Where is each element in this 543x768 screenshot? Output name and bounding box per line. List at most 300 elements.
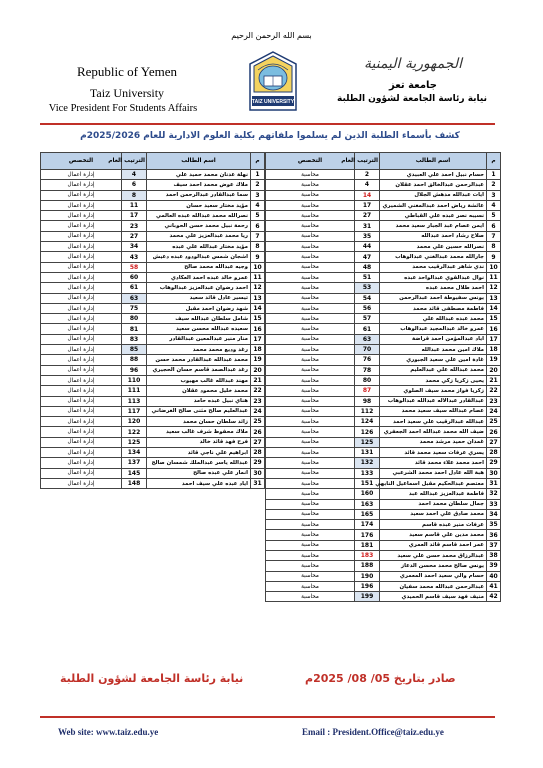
row-number: 25 [251, 417, 265, 427]
row-number: 39 [487, 561, 501, 571]
table-row [41, 396, 265, 406]
student-name: محمد صادق علي احمد سعيد [380, 509, 487, 519]
row-number: 15 [251, 314, 265, 324]
table-row [266, 262, 501, 272]
specialization: محاسبة [266, 561, 355, 571]
specialization: محاسبة [266, 252, 355, 262]
general-rank: 117 [122, 406, 147, 416]
specialization: إدارة اعمال [41, 283, 122, 293]
general-rank: 80 [355, 375, 380, 385]
general-rank: 137 [122, 458, 147, 468]
specialization: إدارة اعمال [41, 242, 122, 252]
table-row [41, 170, 265, 180]
row-number: 3 [487, 190, 501, 200]
student-name: عبدالرزاق محمد حسن علي سعيد [380, 550, 487, 560]
general-rank: 63 [122, 293, 147, 303]
specialization: إدارة اعمال [41, 303, 122, 313]
table-row [266, 386, 501, 396]
general-rank: 53 [355, 283, 380, 293]
issue-date: صادر بتاريخ 05/ 08/ 2025م [305, 672, 456, 685]
specialization: محاسبة [266, 180, 355, 190]
specialization: إدارة اعمال [41, 231, 122, 241]
student-name: ايمن عصام عبد الجبار سعيد محمد [380, 221, 487, 231]
row-number: 6 [487, 221, 501, 231]
row-number: 32 [487, 489, 501, 499]
row-number: 1 [487, 170, 501, 180]
student-name: يونس صالح محمد محسن الدعاز [380, 561, 487, 571]
row-number: 12 [487, 283, 501, 293]
specialization: إدارة اعمال [41, 180, 122, 190]
table-row [41, 478, 265, 488]
col-rank: الترتيب العام [355, 153, 380, 170]
specialization: محاسبة [266, 170, 355, 180]
row-number: 20 [487, 365, 501, 375]
general-rank: 133 [355, 468, 380, 478]
row-number: 15 [487, 314, 501, 324]
general-rank: 27 [355, 211, 380, 221]
row-number: 42 [487, 592, 501, 602]
table-row [41, 427, 265, 437]
student-name: عبدالله عبدالرقيب علي سعيد احمد [380, 417, 487, 427]
row-number: 13 [251, 293, 265, 303]
general-rank: 17 [122, 211, 147, 221]
student-name: وجيه عبدالله محمد صالح [147, 262, 251, 272]
student-name: عمرو خالد عبده احمد العكادي [147, 272, 251, 282]
student-name: نصرالله محمد عبدالله عبده العالمي [147, 211, 251, 221]
col-name: اسم الطالب [147, 153, 251, 170]
row-number: 28 [487, 448, 501, 458]
table-row [266, 231, 501, 241]
specialization: إدارة اعمال [41, 345, 122, 355]
header-divider [40, 123, 495, 125]
table-row [266, 190, 501, 200]
general-rank: 125 [355, 437, 380, 447]
republic-label: Republic of Yemen [76, 64, 178, 79]
row-number: 31 [487, 478, 501, 488]
general-rank: 112 [355, 406, 380, 416]
general-rank: 134 [122, 448, 147, 458]
row-number: 7 [487, 231, 501, 241]
general-rank: 57 [355, 314, 380, 324]
specialization: إدارة اعمال [41, 437, 122, 447]
row-number: 30 [487, 468, 501, 478]
row-number: 40 [487, 571, 501, 581]
row-number: 22 [251, 386, 265, 396]
specialization: إدارة اعمال [41, 262, 122, 272]
general-rank: 48 [355, 262, 380, 272]
student-name: عبدالقادر عبدالاله عبدالله عبدالوهاب [380, 396, 487, 406]
row-number: 24 [487, 406, 501, 416]
general-rank: 110 [122, 375, 147, 385]
table-row [266, 365, 501, 375]
student-name: ندي شاهر عبدالرقيب محمد [380, 262, 487, 272]
student-name: نصرالله حسين علي محمد [380, 242, 487, 252]
table-row [266, 170, 501, 180]
table-row [266, 458, 501, 468]
row-number: 12 [251, 283, 265, 293]
row-number: 34 [487, 509, 501, 519]
specialization: محاسبة [266, 478, 355, 488]
table-row [266, 437, 501, 447]
student-name: احمد رضوان عبدالعزيز عبدالوهاب [147, 283, 251, 293]
student-name: تيسير عادل قائد سعيد [147, 293, 251, 303]
student-name: عبدالرحمن عبدالخالق احمد عقلان [380, 180, 487, 190]
row-number: 25 [487, 417, 501, 427]
student-name: اشجان شمس عبدالودود عبده دعيش [147, 252, 251, 262]
row-number: 30 [251, 468, 265, 478]
general-rank: 58 [122, 262, 147, 272]
student-name: انمار علي عبده صالح [147, 468, 251, 478]
specialization: محاسبة [266, 283, 355, 293]
table-row [266, 180, 501, 190]
student-name: مهند عبدالله غالب مهيوب [147, 375, 251, 385]
row-number: 36 [487, 530, 501, 540]
row-number: 21 [487, 375, 501, 385]
student-name: عرفات منير عبده قاسم [380, 520, 487, 530]
specialization: إدارة اعمال [41, 293, 122, 303]
student-name: رغد وديع محمد محمد [147, 345, 251, 355]
specialization: محاسبة [266, 509, 355, 519]
english-header [48, 64, 202, 114]
table-row [41, 324, 265, 334]
general-rank: 111 [122, 386, 147, 396]
table-row [266, 345, 501, 355]
table-row [266, 375, 501, 385]
specialization: محاسبة [266, 200, 355, 210]
specialization: إدارة اعمال [41, 200, 122, 210]
table-row [266, 499, 501, 509]
student-name: رغد عبدالصمد قاسم حسان الحجيري [147, 365, 251, 375]
table-row [41, 345, 265, 355]
general-rank: 122 [122, 427, 147, 437]
specialization: محاسبة [266, 396, 355, 406]
student-name: محمد عبدالله عبدالقادر محمد حسن [147, 355, 251, 365]
student-name: احمد محمد علاء محمد قائد [380, 458, 487, 468]
table-row [266, 406, 501, 416]
general-rank: 181 [355, 540, 380, 550]
arabic-header [337, 56, 487, 104]
student-name: محمد عبدالله علي عبدالعليم [380, 365, 487, 375]
table-row [266, 283, 501, 293]
general-rank: 27 [122, 231, 147, 241]
specialization: محاسبة [266, 458, 355, 468]
row-number: 21 [251, 375, 265, 385]
specialization: إدارة اعمال [41, 406, 122, 416]
general-rank: 4 [122, 170, 147, 180]
table-row [266, 303, 501, 313]
general-rank: 87 [355, 386, 380, 396]
table-row [266, 448, 501, 458]
general-rank: 61 [355, 324, 380, 334]
specialization: إدارة اعمال [41, 272, 122, 282]
office-label: Vice President For Students Affairs [48, 103, 198, 114]
table-row [266, 221, 501, 231]
student-name: معتصم عبدالحكيم مقبل اسماعيل النابهي [380, 478, 487, 488]
student-name: ملاك امين محمد عبدالله [380, 345, 487, 355]
specialization: محاسبة [266, 190, 355, 200]
student-name: عبدالعليم صالح مثنى صالح الغرضاني [147, 406, 251, 416]
student-name: زائد سلطان حسان محمد [147, 417, 251, 427]
row-number: 19 [251, 355, 265, 365]
website-link[interactable]: Web site: www.taiz.edu.ye [58, 727, 159, 737]
specialization: محاسبة [266, 355, 355, 365]
table-row [41, 242, 265, 252]
table-row [266, 489, 501, 499]
general-rank: 70 [355, 345, 380, 355]
row-number: 6 [251, 221, 265, 231]
student-name: هناي نبيل عبده حامد [147, 396, 251, 406]
general-rank: 83 [122, 334, 147, 344]
university-logo [244, 50, 302, 118]
student-name: مؤيد مختار عبدالله علي عبده [147, 242, 251, 252]
specialization: إدارة اعمال [41, 252, 122, 262]
accounting-students-table [265, 152, 501, 602]
general-rank: 120 [122, 417, 147, 427]
row-number: 41 [487, 581, 501, 591]
student-name: يحيى زكريا زكي محمد [380, 375, 487, 385]
general-rank: 132 [355, 458, 380, 468]
general-rank: 34 [122, 242, 147, 252]
specialization: إدارة اعمال [41, 190, 122, 200]
student-name: شهد رضوان احمد مقبل [147, 303, 251, 313]
student-name: اياد عبده علي سيف احمد [147, 478, 251, 488]
specialization: محاسبة [266, 242, 355, 252]
basmala: بسم الله الرحمن الرحيم [231, 31, 312, 40]
table-row [41, 406, 265, 416]
general-rank: 44 [355, 242, 380, 252]
general-rank: 51 [355, 272, 380, 282]
row-number: 29 [487, 458, 501, 468]
student-name: نوال عبدالقوي عبدالواحد عبده [380, 272, 487, 282]
row-number: 17 [251, 334, 265, 344]
specialization: إدارة اعمال [41, 417, 122, 427]
table-row [41, 211, 265, 221]
student-name: فاطمة مصطفى قائد محمد [380, 303, 487, 313]
table-row [41, 303, 265, 313]
general-rank: 125 [122, 437, 147, 447]
table-row [41, 221, 265, 231]
general-rank: 47 [355, 252, 380, 262]
specialization: محاسبة [266, 365, 355, 375]
row-number: 8 [487, 242, 501, 252]
general-rank: 61 [122, 283, 147, 293]
table-row [41, 293, 265, 303]
general-rank: 88 [122, 355, 147, 365]
general-rank: 11 [122, 200, 147, 210]
table-row [41, 314, 265, 324]
specialization: محاسبة [266, 221, 355, 231]
row-number: 38 [487, 550, 501, 560]
row-number: 24 [251, 406, 265, 416]
row-number: 7 [251, 231, 265, 241]
student-name: ضيف الله محمد عبدالله احمد الجعفري [380, 427, 487, 437]
general-rank: 43 [122, 252, 147, 262]
student-name: عمر احمد قاسم قائد العمري [380, 540, 487, 550]
specialization: إدارة اعمال [41, 478, 122, 488]
student-name: عبدالله ياسر عبدالملك شمسان صالح [147, 458, 251, 468]
specialization: محاسبة [266, 211, 355, 221]
table-row [41, 458, 265, 468]
specialization: محاسبة [266, 530, 355, 540]
general-rank: 78 [355, 365, 380, 375]
specialization: إدارة اعمال [41, 448, 122, 458]
student-name: يسري عرفات سعيد محمد قائد [380, 448, 487, 458]
table-row [266, 509, 501, 519]
general-rank: 31 [355, 221, 380, 231]
specialization: محاسبة [266, 293, 355, 303]
specialization: إدارة اعمال [41, 334, 122, 344]
specialization: إدارة اعمال [41, 355, 122, 365]
general-rank: 176 [355, 530, 380, 540]
general-rank: 8 [122, 190, 147, 200]
col-spec: التخصص [266, 153, 355, 170]
specialization: محاسبة [266, 520, 355, 530]
row-number: 9 [251, 252, 265, 262]
general-rank: 76 [355, 355, 380, 365]
email-link[interactable]: Email : President.Office@taiz.edu.ye [302, 727, 444, 737]
specialization: محاسبة [266, 540, 355, 550]
specialization: إدارة اعمال [41, 458, 122, 468]
row-number: 31 [251, 478, 265, 488]
student-name: سعيده عبدالله محسن سعيد [147, 324, 251, 334]
university-arabic: جامعة تعز [389, 80, 437, 91]
table-row [41, 252, 265, 262]
row-number: 20 [251, 365, 265, 375]
row-number: 4 [487, 200, 501, 210]
specialization: محاسبة [266, 386, 355, 396]
specialization: محاسبة [266, 334, 355, 344]
specialization: إدارة اعمال [41, 211, 122, 221]
student-name: جارالله محمد عبدالغني عبدالوهاب [380, 252, 487, 262]
general-rank: 145 [122, 468, 147, 478]
table-row [266, 592, 501, 602]
row-number: 10 [487, 262, 501, 272]
student-name: ملاك محفوظ شرف غالب سعيد [147, 427, 251, 437]
signature-office: نيابة رئاسة الجامعة لشؤون الطلبة [60, 672, 244, 685]
row-number: 29 [251, 458, 265, 468]
general-rank: 35 [355, 231, 380, 241]
student-name: منيف فهد سيف قاسم الحميدي [380, 592, 487, 602]
row-number: 35 [487, 520, 501, 530]
student-name: غمدان حميد مرشد محمد [380, 437, 487, 447]
row-number: 37 [487, 540, 501, 550]
general-rank: 190 [355, 571, 380, 581]
student-name: عبدالرحمن عبدالله محمد سفيان [380, 581, 487, 591]
specialization: محاسبة [266, 262, 355, 272]
general-rank: 85 [122, 345, 147, 355]
specialization: محاسبة [266, 448, 355, 458]
general-rank: 196 [355, 581, 380, 591]
row-number: 28 [251, 448, 265, 458]
student-name: اياد عبدالمؤمن احمد قراضة [380, 334, 487, 344]
general-rank: 199 [355, 592, 380, 602]
specialization: محاسبة [266, 592, 355, 602]
col-spec: التخصص [41, 153, 122, 170]
row-number: 26 [487, 427, 501, 437]
general-rank: 60 [122, 272, 147, 282]
general-rank: 160 [355, 489, 380, 499]
table-row [266, 200, 501, 210]
specialization: إدارة اعمال [41, 375, 122, 385]
table-header-row [266, 153, 501, 170]
specialization: محاسبة [266, 272, 355, 282]
col-name: اسم الطالب [380, 153, 487, 170]
col-rank: الترتيب العام [122, 153, 147, 170]
row-number: 26 [251, 427, 265, 437]
table-row [266, 571, 501, 581]
table-row [266, 427, 501, 437]
table-row [266, 478, 501, 488]
student-name: شامل سلطان عبدالله سيف [147, 314, 251, 324]
table-row [41, 365, 265, 375]
table-row [41, 180, 265, 190]
row-number: 13 [487, 293, 501, 303]
specialization: محاسبة [266, 406, 355, 416]
student-name: زكريا فواز محمد سيف الصلوي [380, 386, 487, 396]
table-row [266, 520, 501, 530]
row-number: 8 [251, 242, 265, 252]
university-label: Taiz University [89, 86, 165, 100]
logo-text: TAIZ UNIVERSITY [251, 99, 295, 105]
specialization: محاسبة [266, 550, 355, 560]
student-name: عمرو خالد عبدالمجيد عبدالوهاب [380, 324, 487, 334]
row-number: 5 [487, 211, 501, 221]
table-row [266, 530, 501, 540]
table-row [266, 355, 501, 365]
general-rank: 81 [122, 324, 147, 334]
table-row [41, 262, 265, 272]
student-name: عصام عبدالله سيف سعيد محمد [380, 406, 487, 416]
table-row [41, 283, 265, 293]
student-name: ريا محمد عبدالعزيز علي محمد [147, 231, 251, 241]
republic-arabic: الجمهورية اليمنية [363, 56, 462, 72]
student-name: مؤيد مختار سعيد حسان [147, 200, 251, 210]
row-number: 19 [487, 355, 501, 365]
specialization: محاسبة [266, 231, 355, 241]
general-rank: 163 [355, 499, 380, 509]
table-row [41, 190, 265, 200]
table-row [266, 396, 501, 406]
row-number: 17 [487, 334, 501, 344]
table-row [41, 386, 265, 396]
footer-divider [40, 716, 495, 718]
specialization: محاسبة [266, 324, 355, 334]
table-row [266, 272, 501, 282]
general-rank: 17 [355, 200, 380, 210]
general-rank: 151 [355, 478, 380, 488]
general-rank: 96 [122, 365, 147, 375]
general-rank: 126 [355, 427, 380, 437]
row-number: 3 [251, 190, 265, 200]
student-name: فاطمة عبدالعزيز عبدالله عبد [380, 489, 487, 499]
general-rank: 2 [355, 170, 380, 180]
specialization: محاسبة [266, 437, 355, 447]
general-rank: 124 [355, 417, 380, 427]
row-number: 4 [251, 200, 265, 210]
row-number: 18 [487, 345, 501, 355]
table-row [266, 561, 501, 571]
row-number: 14 [487, 303, 501, 313]
specialization: محاسبة [266, 345, 355, 355]
general-rank: 188 [355, 561, 380, 571]
document-title: كشف بأسماء الطلبة الذين لم يسلموا ملفاتهم بكلية العلوم الادارية للعام 2025/2026م [80, 131, 460, 141]
table-row [266, 293, 501, 303]
specialization: محاسبة [266, 427, 355, 437]
row-number: 18 [251, 345, 265, 355]
row-number: 1 [251, 170, 265, 180]
general-rank: 148 [122, 478, 147, 488]
row-number: 33 [487, 499, 501, 509]
